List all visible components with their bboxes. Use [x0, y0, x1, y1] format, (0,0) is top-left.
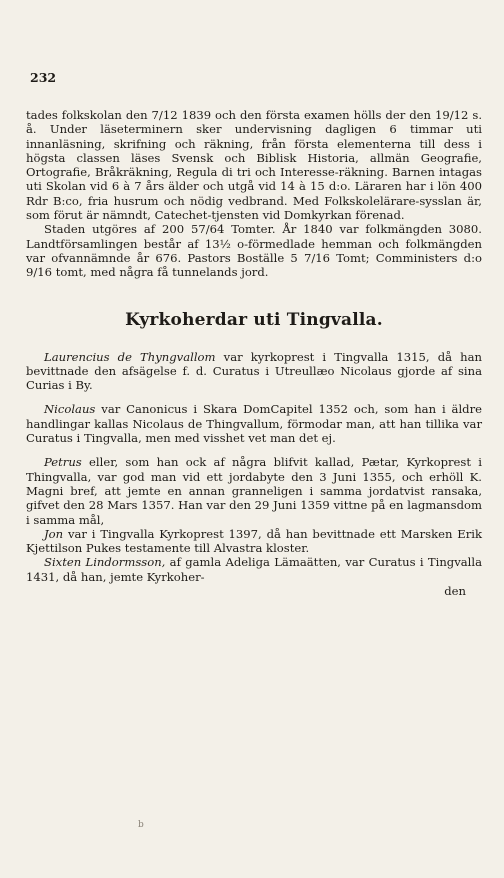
entry-name: Jon: [44, 526, 64, 541]
entry-name: Petrus: [44, 455, 82, 470]
entry-name: Sixten Lindormsson,: [44, 555, 166, 570]
signature-mark: b: [138, 820, 144, 830]
catchword: den: [444, 584, 466, 599]
intro-paragraph: tades folkskolan den 7/12 1839 och den första examen hölls der den 19/12 s. å. Under läseterminern sker undervisning dagligen 6 timmar uti innanläsning, skrifning och räkning, från första elementerna till dess i högsta classen läses Svensk och Biblisk Historia, allmän Geografie, Ortografie, Bråkräkning, Regula di tri och Interesse-räkning. Barnen intagas uti Skolan vid 6 à 7 års älder och utgå vid 14 à 15 d:o. Läraren har i lön 400 Rdr B:co, fria husrum och nödig vedbrand. Med Folkskolelärare-sysslan är, som förut är nämndt, Catechet-tjensten vid Domkyrkan förenad.: [26, 108, 482, 223]
entry-name: Nicolaus: [44, 402, 96, 417]
entry-sixten: [26, 555, 482, 584]
entry-name: Laurencius de Thyngvallom: [44, 349, 216, 364]
section-heading: Kyrkoherdar uti Tingvalla.: [125, 309, 383, 330]
entry-petrus: [26, 455, 482, 526]
entry-jon: [26, 527, 482, 556]
entry-text: eller, som han ock af några blifvit kallad, Pætar, Kyrkoprest i Thingvalla, var god man vid ett jordabyte den 3 Juni 1355, och erhöll K. Magni bref, att jemte en annan granneligen i samma jordatvist ransaka, gifvet den 28 Mars 1357. Han var den 29 Juni 1359 vittne på en lagmansdom i samma mål,: [26, 455, 482, 527]
entry-text: var i Tingvalla Kyrkoprest 1397, då han bevittnade ett Marsken Erik Kjettilson Pukes testamente till Alvastra kloster.: [26, 526, 482, 556]
entry-text: var kyrkoprest i Tingvalla 1315, då han bevittnade den afsägelse f. d. Curatus i Utreullæo Nicolaus gjorde af sina Curias i By.: [26, 349, 482, 393]
entry-text: af gamla Adeliga Lämaätten, var Curatus i Tingvalla 1431, då han, jemte Kyrkoher-: [26, 555, 482, 584]
page-number: 232: [30, 70, 57, 85]
text-body: [26, 108, 482, 598]
entry-laurencius: [26, 350, 482, 393]
entry-nicolaus: [26, 402, 482, 445]
entry-text: var Canonicus i Skara DomCapitel 1352 och, som han i äldre handlingar kallas Nicolaus de Thingvallum, förmodar man, att han tillika var Curatus i Tingvalla, men med visshet vet man det ej.: [26, 402, 482, 446]
town-paragraph: Staden utgöres af 200 57/64 Tomter. År 1840 var folkmängden 3080. Landtförsamlingen består af 13½ o-förmedlade hemman och folkmängden var ofvannämnde år 676. Pastors Boställe 5 7/16 Tomt; Comministers d:o 9/16 tomt, med några få tunnelands jord.: [26, 222, 482, 280]
